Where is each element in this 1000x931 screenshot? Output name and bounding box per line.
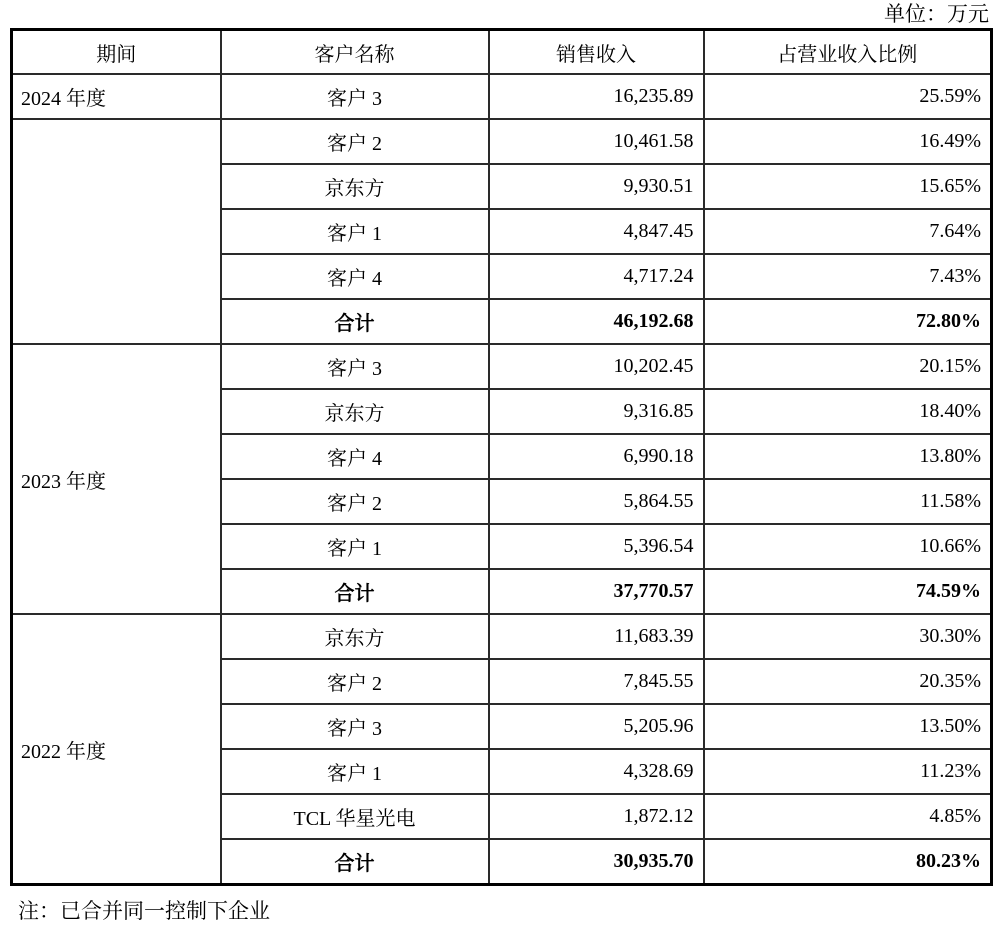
revenue-cell: 4,328.69 [489,749,704,794]
total-revenue-cell: 30,935.70 [489,839,704,885]
revenue-cell: 4,847.45 [489,209,704,254]
header-revenue: 销售收入 [489,30,704,75]
header-period: 期间 [12,30,221,75]
revenue-cell: 9,316.85 [489,389,704,434]
customer-cell: 客户 2 [221,479,489,524]
customer-cell: 客户 3 [221,74,489,119]
table-row [12,119,992,164]
customer-cell: TCL 华星光电 [221,794,489,839]
customer-cell: 京东方 [221,164,489,209]
ratio-cell: 16.49% [704,119,992,164]
customer-cell: 客户 3 [221,344,489,389]
customer-cell: 客户 2 [221,659,489,704]
customer-cell: 客户 1 [221,209,489,254]
table-row [12,614,992,659]
revenue-cell: 10,202.45 [489,344,704,389]
revenue-cell: 11,683.39 [489,614,704,659]
ratio-cell: 18.40% [704,389,992,434]
period-cell-2022: 2022 年度 [12,614,221,885]
total-revenue-cell: 46,192.68 [489,299,704,344]
table-row [12,74,992,119]
header-row [12,30,992,75]
footnote: 注：已合并同一控制下企业 [18,899,270,923]
ratio-cell: 4.85% [704,794,992,839]
ratio-cell: 11.23% [704,749,992,794]
revenue-cell: 5,864.55 [489,479,704,524]
period-cell-2024: 2024 年度 [12,74,221,119]
header-ratio: 占营业收入比例 [704,30,992,75]
revenue-cell: 1,872.12 [489,794,704,839]
ratio-cell: 20.35% [704,659,992,704]
period-cell-2023: 2023 年度 [12,344,221,614]
total-label-cell: 合计 [221,299,489,344]
ratio-cell: 13.80% [704,434,992,479]
customer-cell: 客户 4 [221,434,489,479]
ratio-cell: 25.59% [704,74,992,119]
ratio-cell: 11.58% [704,479,992,524]
unit-label: 单位：万元 [884,2,989,26]
revenue-cell: 16,235.89 [489,74,704,119]
header-customer: 客户名称 [221,30,489,75]
revenue-cell: 6,990.18 [489,434,704,479]
ratio-cell: 30.30% [704,614,992,659]
ratio-cell: 7.43% [704,254,992,299]
ratio-cell: 10.66% [704,524,992,569]
revenue-cell: 9,930.51 [489,164,704,209]
customer-cell: 客户 3 [221,704,489,749]
revenue-cell: 5,205.96 [489,704,704,749]
ratio-cell: 13.50% [704,704,992,749]
table-row [12,344,992,389]
revenue-cell: 7,845.55 [489,659,704,704]
customer-cell: 客户 1 [221,749,489,794]
revenue-cell: 10,461.58 [489,119,704,164]
ratio-cell: 15.65% [704,164,992,209]
period-cell-2024-empty [12,119,221,344]
customer-cell: 客户 2 [221,119,489,164]
total-label-cell: 合计 [221,569,489,614]
customer-cell: 京东方 [221,614,489,659]
customer-cell: 京东方 [221,389,489,434]
total-revenue-cell: 37,770.57 [489,569,704,614]
customer-revenue-table [10,28,993,886]
customer-cell: 客户 1 [221,524,489,569]
total-ratio-cell: 80.23% [704,839,992,885]
total-label-cell: 合计 [221,839,489,885]
customer-cell: 客户 4 [221,254,489,299]
revenue-cell: 5,396.54 [489,524,704,569]
ratio-cell: 20.15% [704,344,992,389]
ratio-cell: 7.64% [704,209,992,254]
total-ratio-cell: 74.59% [704,569,992,614]
revenue-cell: 4,717.24 [489,254,704,299]
total-ratio-cell: 72.80% [704,299,992,344]
